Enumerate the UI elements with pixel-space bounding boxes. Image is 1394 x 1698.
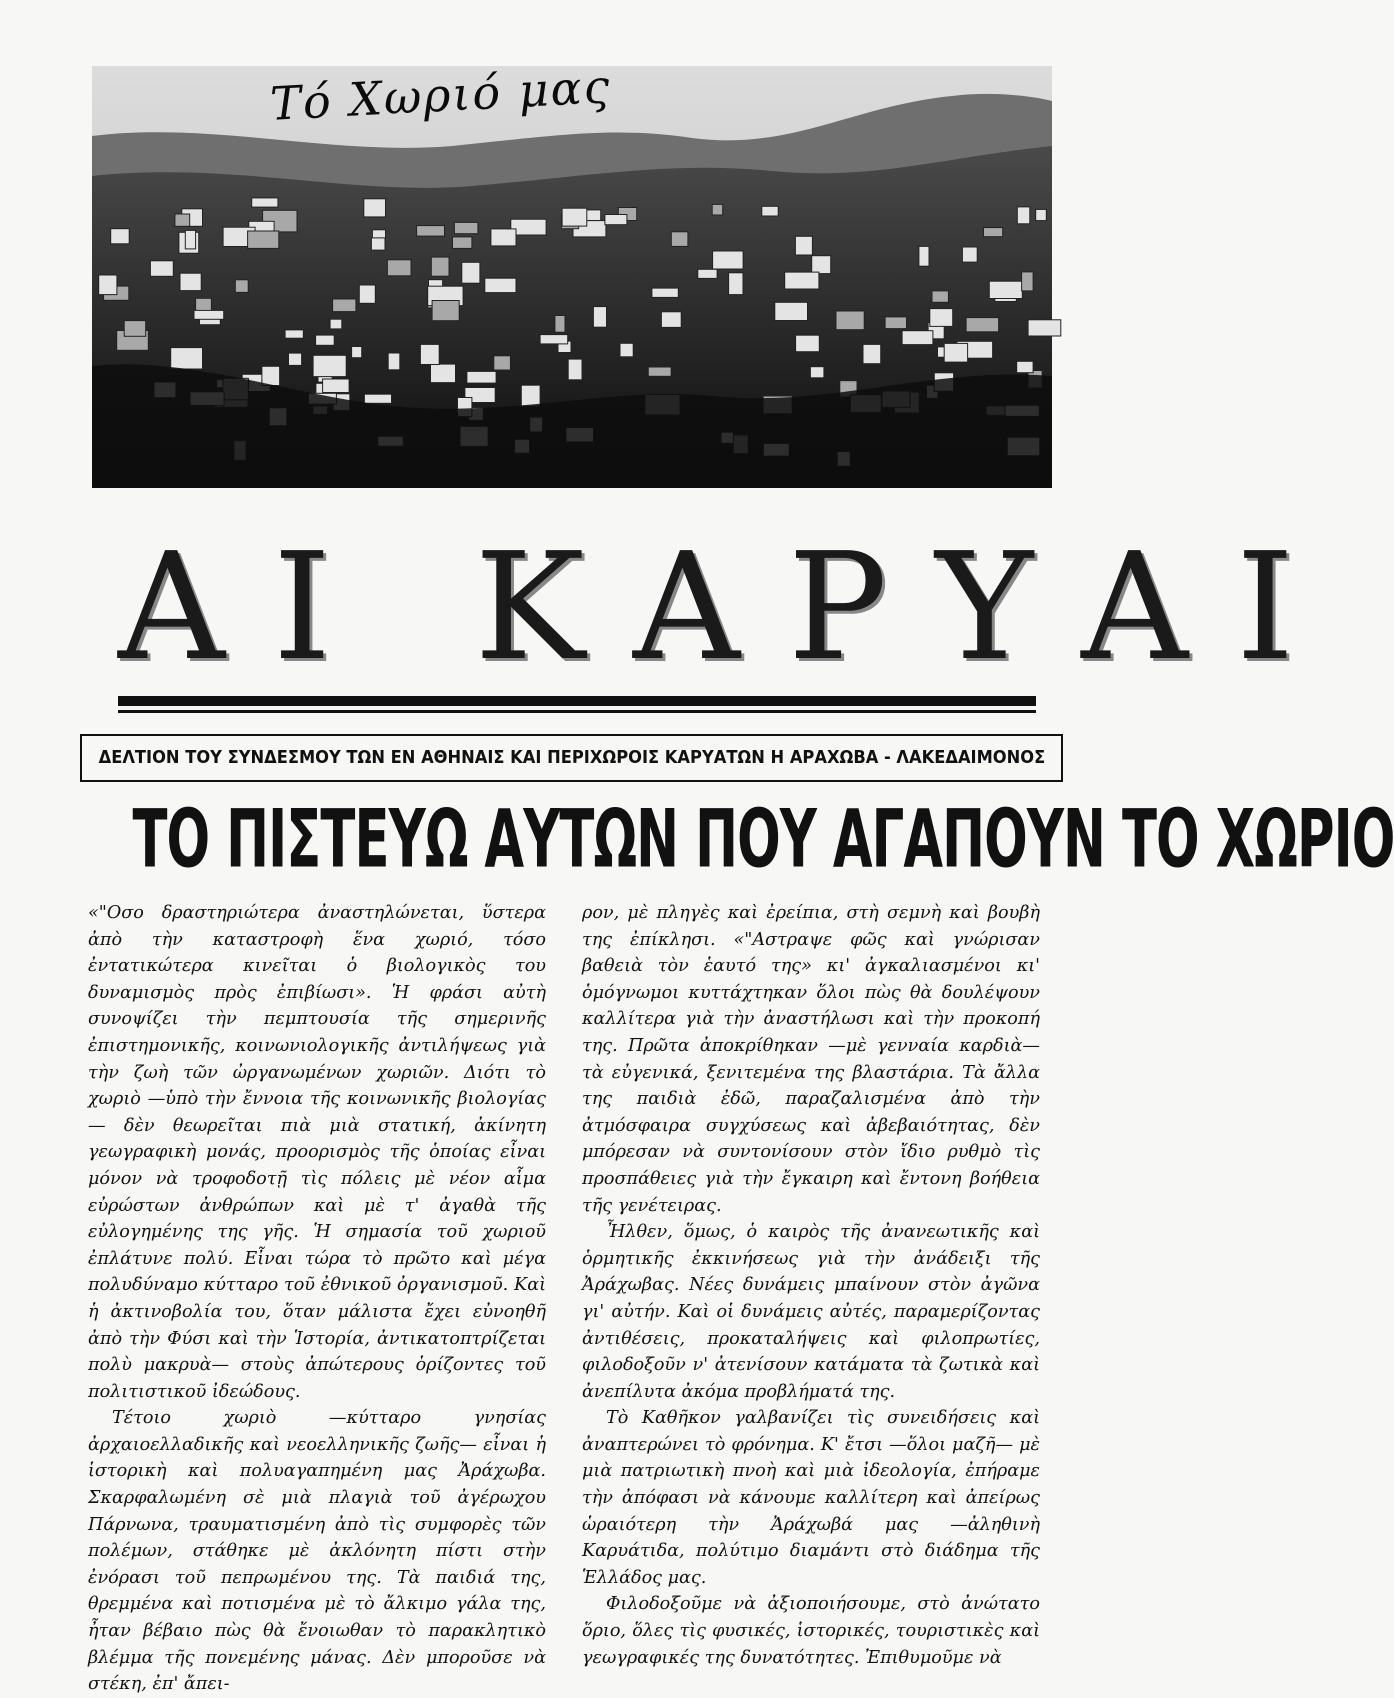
village-house (796, 335, 820, 352)
masthead-rule-thick (118, 696, 1036, 706)
article-paragraph: Τέτοιο χωριὸ —κύτταρο γνησίας ἀρχαιοελλαδικῆς καὶ νεοελληνικῆς ζωῆς— εἶναι ἡ ἱστορικὴ καὶ πολυαγαπημένη μας Ἀράχωβα. Σκαρφαλωμένη σὲ μιὰ πλαγιὰ τοῦ ἀγέρωχου Πάρνωνα, τραυματισμένη ἀπὸ τὶς συμφορὲς τῶν πολέμων, στάθηκε μὲ ἀκλόνητη πίστι στὴν ἐνόρασι τοῦ πεπρωμένου της. Τὰ παιδιά της, θρεμμένα καὶ ποτισμένα μὲ τὸ ἄλκιμο γάλα της, ἦταν βέβαιο πὼς θὰ ἔνοιωθαν τὸ παρακλητικὸ βλέμμα τῆς πονεμένης μάνας. Δὲν μποροῦσε νὰ στέκη, ἐπ' ἄπει- (88, 1408, 546, 1695)
village-house (1036, 209, 1047, 220)
village-house (989, 281, 1022, 298)
village-house (371, 238, 385, 250)
village-house (467, 371, 496, 383)
village-house (388, 353, 400, 370)
village-house (175, 214, 190, 226)
village-house (285, 330, 303, 338)
village-house (262, 366, 280, 385)
village-house (562, 208, 587, 226)
village-house (810, 367, 824, 378)
village-house (432, 301, 459, 321)
subtitle-text: ΔΕΛΤΙΟΝ ΤΟΥ ΣΥΝΔΕΣΜΟΥ ΤΩΝ ΕΝ ΑΘΗΝΑΙΣ ΚΑΙ ΠΕΡΙΧΩΡΟΙΣ ΚΑΡΥΑΤΩΝ Η ΑΡΑΧΩΒΑ - ΛΑΚΕΔΑΙΜΟΝΟΣ (98, 748, 1045, 768)
village-house (462, 262, 480, 283)
village-house (540, 335, 568, 344)
village-house (648, 367, 671, 376)
article-column-left (88, 900, 546, 1695)
village-house (99, 275, 117, 295)
village-house (194, 310, 224, 319)
village-house (431, 364, 456, 383)
village-house (1028, 320, 1061, 336)
article-headline: ΤΟ ΠΙΣΤΕΥΩ ΑΥΤΩΝ ΠΟΥ ΑΓΑΠΟΥΝ ΤΟ ΧΩΡΙΟ (132, 793, 1394, 887)
village-house (454, 222, 478, 233)
village-house (417, 226, 445, 237)
village-house (494, 356, 511, 370)
village-house (962, 247, 977, 262)
village-house (352, 347, 362, 358)
village-house (620, 343, 633, 357)
article-paragraph: Τὸ Καθῆκον γαλβανίζει τὶς συνειδήσεις καὶ ἀναπτερώνει τὸ φρόνημα. Κ' ἔτσι —ὅλοι μαζῆ— μὲ μιὰ πατριωτικὴ πνοὴ καὶ μιὰ ἰδεολογία, ἐπήραμε τὴν ἀπόφασι νὰ κάνουμε καλλίτερη καὶ ἀπείρως ὡραιότερη τὴν Ἀράχωβά μας —ἀληθινὴ Καρυάτιδα, πολύτιμο διαμάντι στὸ διάδημα τῆς Ἑλλάδος μας. (582, 1408, 1040, 1588)
village-house (323, 379, 350, 393)
village-house (932, 291, 948, 302)
village-house (836, 311, 864, 330)
village-house (387, 260, 411, 276)
village-house (568, 359, 582, 380)
village-house (196, 298, 212, 312)
village-house (364, 199, 386, 217)
village-landscape-image (92, 66, 1052, 488)
village-house (313, 355, 346, 376)
village-house (795, 236, 812, 255)
village-house (171, 348, 203, 369)
village-house (124, 321, 146, 337)
village-house (863, 344, 881, 363)
village-house (713, 251, 744, 269)
article-paragraph: «"Οσο δραστηριώτερα ἀναστηλώνεται, ὕστερα ἀπὸ τὴν καταστροφὴ ἕνα χωριό, τόσο ἐντατικώτερα κινεῖται ὁ βιολογικὸς του δυναμισμὸς πρὸς ἐπιβίωσι». Ἡ φράσι αὐτὴ συνοψίζει τὴν πεμπτουσία τῆς σημερινῆς ἐπιστημονικῆς, κοινωνιολογικῆς ἀντιλήψεως γιὰ τὴν ζωὴ τῶν ὠργανωμένων χωριῶν. Διότι τὸ χωριὸ —ὑπὸ τὴν ἔννοια τῆς κοινωνικῆς βιολογίας— δὲν θεωρεῖται πιὰ μιὰ στατική, ἀκίνητη γεωγραφικὴ μονάς, προορισμὸς τῆς ὁποίας εἶναι μόνον νὰ τροφοδοτῇ τὶς πόλεις μὲ νέον αἷμα εὐρώστων ἀνθρώπων καὶ μὲ τ' ἀγαθὰ τῆς εὐλογημένης της γῆς. Ἡ σημασία τοῦ χωριοῦ ἐπλάτυνε πολύ. Εἶναι τώρα τὸ πρῶτο καὶ μέγα πολυδύναμο κύτταρο τοῦ ἐθνικοῦ ὀργανισμοῦ. Καὶ ἡ ἀκτινοβολία του, ὅταν μάλιστα ἔχει εὐνοηθῆ ἀπὸ τὴν Φύσι καὶ τὴν Ἱστορία, ἀντικατοπτρίζεται πολὺ μακρυὰ— στοὺς ἀπώτερους ὁρίζοντες τοῦ πολιτιστικοῦ ἰδεώδους. (88, 903, 546, 1402)
village-house (235, 280, 248, 293)
village-house (316, 335, 335, 345)
village-house (605, 215, 627, 225)
village-house (698, 269, 717, 278)
village-house (930, 309, 953, 327)
village-house (944, 343, 967, 362)
village-house (1022, 272, 1034, 291)
village-house (671, 232, 688, 247)
village-house (252, 198, 278, 207)
village-photo (92, 59, 1052, 488)
village-house (111, 229, 130, 244)
village-house (1017, 361, 1033, 372)
village-house (420, 344, 439, 364)
village-house (491, 229, 516, 246)
article-paragraph: ρον, μὲ πληγὲς καὶ ἐρείπια, στὴ σεμνὴ καὶ βουβὴ της ἐπίκλησι. «"Αστραψε φῶς καὶ γνώρισαν βαθειὰ τὸν ἑαυτό της» κι' ἀγκαλιασμένοι κι' ὁμόγνωμοι κυττάχτηκαν ὅλοι πὼς θὰ δουλέψουν καλλίτερα γιὰ τὴν ἀναστήλωσι καὶ τὴν προκοπή της. Πρῶτα ἀποκρίθηκαν —μὲ γενναία καρδιὰ— τὰ εὐγενικά, ξενιτεμένα της βλαστάρια. Τὰ ἄλλα της παιδιὰ ἐδῶ, παραζαλισμένα ἀπὸ τὴν ἀτμόσφαιρα συγχύσεως καὶ ἀβεβαιότητας, δὲν μπόρεσαν νὰ συντονίσουν στὸν ἴδιο ρυθμὸ τὶς προσπάθειες γιὰ τὴν ἔγκαιρη καὶ ἔντονη βοήθεια τῆς γενέτειρας. (582, 903, 1040, 1216)
village-house (593, 307, 606, 328)
village-house (289, 353, 302, 365)
article-column-right (582, 900, 1040, 1668)
village-house (661, 312, 681, 328)
village-house (453, 237, 472, 249)
village-house (652, 288, 678, 297)
village-house (1017, 207, 1030, 224)
masthead-title: ΑΙ ΚΑΡΥΑΙ (118, 521, 1343, 693)
village-house (330, 319, 342, 329)
village-house (485, 278, 516, 292)
subtitle-banner (80, 734, 1063, 782)
village-house (785, 272, 819, 289)
village-house (248, 231, 279, 248)
village-house (919, 246, 929, 266)
article-paragraph: Φιλοδοξοῦμε νὰ ἀξιοποιήσουμε, στὸ ἀνώτατο ὅριο, ὅλες τὶς φυσικές, ἱστορικές, τουριστικὲς καὶ γεωγραφικές της δυνατότητες. Ἐπιθυμοῦμε νὰ (582, 1594, 1040, 1668)
village-house (885, 317, 906, 329)
village-house (775, 302, 808, 320)
village-house (966, 318, 999, 332)
masthead (118, 521, 1343, 693)
village-house (902, 331, 933, 345)
village-house (364, 394, 391, 403)
village-house (762, 206, 778, 216)
village-house (333, 299, 356, 312)
village-house (555, 316, 565, 333)
village-house (521, 385, 540, 406)
village-house (359, 285, 375, 303)
photo-caption-handwritten: Τό Χωριό μας (268, 59, 613, 131)
masthead-rule-thin (118, 710, 1036, 713)
village-house (984, 228, 1003, 237)
village-house (185, 230, 195, 249)
village-house (729, 273, 743, 295)
village-house (812, 256, 831, 274)
village-house (150, 261, 173, 277)
village-house (180, 273, 201, 290)
village-house (712, 204, 723, 215)
village-house (431, 257, 449, 276)
article-paragraph: Ἦλθεν, ὅμως, ὁ καιρὸς τῆς ἀνανεωτικῆς καὶ ὁρμητικῆς ἐκκινήσεως γιὰ τὴν ἀνάδειξι τῆς Ἀράχωβας. Νέες δυνάμεις μπαίνουν στὸν ἀγῶνα γι' αὐτήν. Καὶ οἱ δυνάμεις αὐτές, παραμερίζοντας ἀντιθέσεις, προκαταλήψεις καὶ φιλοπρωτίες, φιλοδοξοῦν ν' ἀτενίσουν κατάματα τὰ ζωτικὰ καὶ ἀνεπίλυτα ἀκόμα προβλήματά της. (582, 1222, 1040, 1402)
